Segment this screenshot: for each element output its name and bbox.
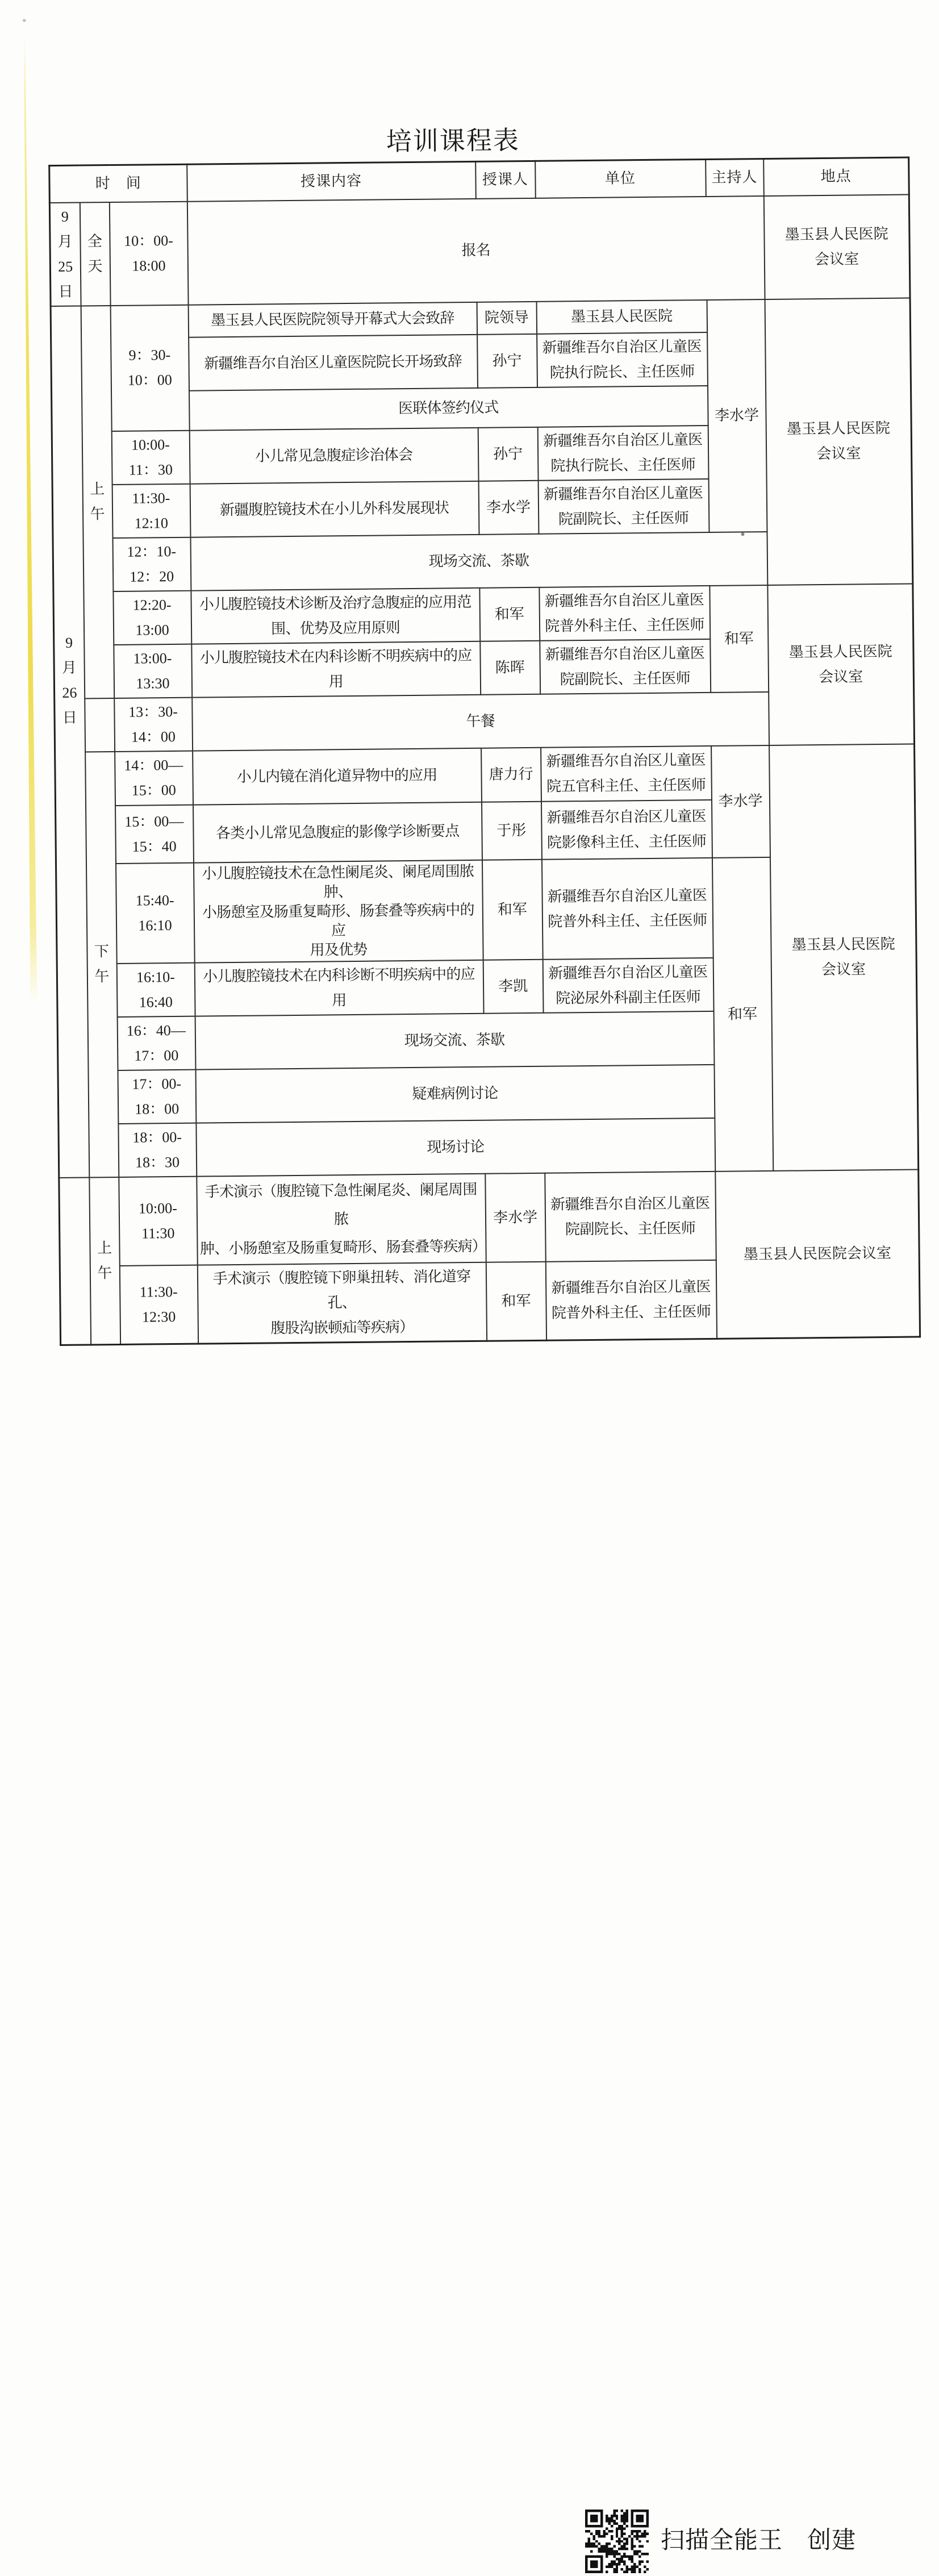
watermark-text: 扫描全能王 创建 [661, 2528, 857, 2554]
day1-location-cell: 墨玉县人民医院 会议室 [763, 194, 910, 299]
unit-cell: 新疆维吾尔自治区儿童医 院副院长、主任医师 [538, 478, 709, 533]
content-cell: 小儿腹腔镜技术在急性阑尾炎、阑尾周围脓肿、 小肠憩室及肠重复畸形、肠套叠等疾病中的应 用及优势 [194, 860, 483, 962]
col-header-lecturer: 授课人 [475, 161, 536, 198]
time-cell: 10:00- 11:30 [119, 1176, 198, 1265]
content-cell: 小儿腹腔镜技术在内科诊断不明疾病中的应用 [194, 960, 483, 1016]
time-cell: 13：30- 14：00 [114, 697, 193, 751]
content-cell: 医联体签约仪式 [189, 385, 708, 430]
lecturer-cell: 李凯 [483, 959, 543, 1013]
day1-content-cell: 报名 [187, 195, 765, 305]
content-cell: 小儿腹腔镜技术诊断及治疗急腹症的应用范 围、优势及应用原则 [191, 587, 480, 644]
content-cell: 现场交流、茶歇 [190, 531, 767, 590]
lecturer-cell: 和军 [486, 1261, 546, 1341]
unit-cell: 新疆维吾尔自治区儿童医 院普外科主任、主任医师 [541, 857, 713, 959]
content-cell: 各类小儿常见急腹症的影像学诊断要点 [193, 802, 482, 862]
time-cell: 14：00— 15：00 [115, 751, 193, 805]
location-cell: 墨玉县人民医院 会议室 [769, 744, 919, 1170]
host-cell: 李水学 [711, 745, 770, 857]
content-cell: 新疆维吾尔自治区儿童医院院长开场致辞 [189, 334, 478, 390]
lecturer-cell: 唐力行 [481, 747, 541, 802]
col-header-time: 时 间 [49, 164, 187, 202]
time-cell: 10:00- 11：30 [111, 430, 190, 484]
unit-cell: 新疆维吾尔自治区儿童医 院五官科主任、主任医师 [541, 745, 712, 801]
content-cell: 手术演示（腹腔镜下急性阑尾炎、阑尾周围脓 肿、小肠憩室及肠重复畸形、肠套叠等疾病） [197, 1173, 486, 1265]
day2-date-text: 9 月 26 日 [61, 634, 77, 726]
content-cell: 小儿常见急腹症诊治体会 [189, 427, 478, 483]
highlight-streak [21, 35, 37, 1004]
time-cell: 18：00- 18：30 [118, 1123, 197, 1177]
content-cell: 小儿内镜在消化道异物中的应用 [193, 748, 482, 805]
lecturer-cell: 孙宁 [477, 334, 537, 387]
content-cell: 手术演示（腹腔镜下卵巢扭转、消化道穿孔、 腹股沟嵌顿疝等疾病） [197, 1262, 486, 1343]
time-cell: 11:30- 12:30 [119, 1265, 198, 1344]
content-cell: 疑难病例讨论 [195, 1064, 715, 1123]
table-row [53, 583, 913, 645]
time-cell: 15:40- 16:10 [115, 862, 194, 963]
col-header-unit: 单位 [535, 159, 706, 198]
location-cell: 墨玉县人民医院 会议室 [767, 583, 915, 745]
time-cell: 17：00- 18：00 [118, 1069, 196, 1123]
lecturer-cell: 于彤 [482, 801, 542, 860]
empty-ampm-cell [85, 698, 115, 752]
content-cell: 新疆腹腔镜技术在小儿外科发展现状 [190, 481, 479, 537]
content-cell: 小儿腹腔镜技术在内科诊断不明疾病中的应用 [191, 641, 481, 697]
lecturer-cell: 李水学 [485, 1173, 545, 1262]
unit-cell: 新疆维吾尔自治区儿童医 院普外科主任、主任医师 [539, 585, 710, 640]
unit-cell: 新疆维吾尔自治区儿童医 院泌尿外科副主任医师 [542, 957, 713, 1012]
col-header-host: 主持人 [706, 159, 764, 196]
content-cell: 现场讨论 [196, 1118, 715, 1176]
page-title: 培训课程表 [386, 126, 520, 156]
lecturer-cell: 和军 [479, 587, 540, 641]
day2-pm-cell: 下 午 [85, 752, 119, 1177]
unit-cell: 新疆维吾尔自治区儿童医 院副院长、主任医师 [540, 639, 711, 694]
unit-cell: 新疆维吾尔自治区儿童医 院执行院长、主任医师 [537, 332, 708, 387]
host-cell: 李水学 [707, 299, 767, 532]
time-cell: 13:00- 13:30 [114, 644, 192, 698]
unit-cell: 新疆维吾尔自治区儿童医 院副院长、主任医师 [545, 1171, 716, 1261]
scan-speck [23, 19, 26, 22]
content-cell: 现场交流、茶歇 [195, 1011, 714, 1069]
day1-ampm-cell: 全 天 [80, 202, 110, 306]
lecturer-cell: 陈晖 [480, 640, 540, 694]
col-header-location: 地点 [763, 157, 909, 195]
content-cell: 墨玉县人民医院院领导开幕式大会致辞 [188, 302, 477, 337]
host-cell: 和军 [712, 857, 773, 1171]
time-cell: 15：00— 15：40 [115, 805, 194, 863]
unit-cell: 新疆维吾尔自治区儿童医 院执行院长、主任医师 [537, 425, 708, 480]
location-cell: 墨玉县人民医院 会议室 [765, 298, 913, 585]
lecturer-cell: 孙宁 [478, 427, 538, 481]
content-cell: 午餐 [192, 691, 769, 751]
time-cell: 12：10- 12：20 [112, 537, 191, 591]
time-cell: 12:20- 13:00 [113, 590, 191, 644]
day2-am-cell: 上 午 [81, 306, 114, 698]
lecturer-cell: 李水学 [478, 480, 539, 534]
day3-am-cell: 上 午 [89, 1177, 120, 1344]
unit-cell: 墨玉县人民医院 [536, 299, 707, 334]
time-cell: 11:30- 12:10 [112, 483, 190, 537]
time-cell: 16：40— 17：00 [117, 1016, 195, 1070]
host-cell: 和军 [710, 585, 769, 692]
day1-time-cell: 10：00- 18:00 [109, 201, 188, 305]
table-row [49, 194, 910, 306]
lecturer-cell: 院领导 [477, 301, 537, 334]
lecturer-cell: 和军 [482, 859, 542, 960]
day3-location-cell: 墨玉县人民医院会议室 [715, 1169, 920, 1339]
time-cell: 16:10- 16:40 [116, 962, 195, 1016]
day1-date-cell: 9 月 25 日 [49, 202, 81, 306]
qr-code-icon [585, 2510, 649, 2573]
unit-cell: 新疆维吾尔自治区儿童医 院影像科主任、主任医师 [541, 799, 712, 859]
table-row [55, 744, 915, 806]
time-cell: 9：30- 10：00 [110, 305, 189, 431]
col-header-content: 授课内容 [187, 161, 476, 201]
schedule-table [48, 157, 921, 1346]
camscanner-watermark [0, 1247, 939, 2554]
unit-cell: 新疆维吾尔自治区儿童医 院普外科主任、主任医师 [545, 1260, 716, 1340]
